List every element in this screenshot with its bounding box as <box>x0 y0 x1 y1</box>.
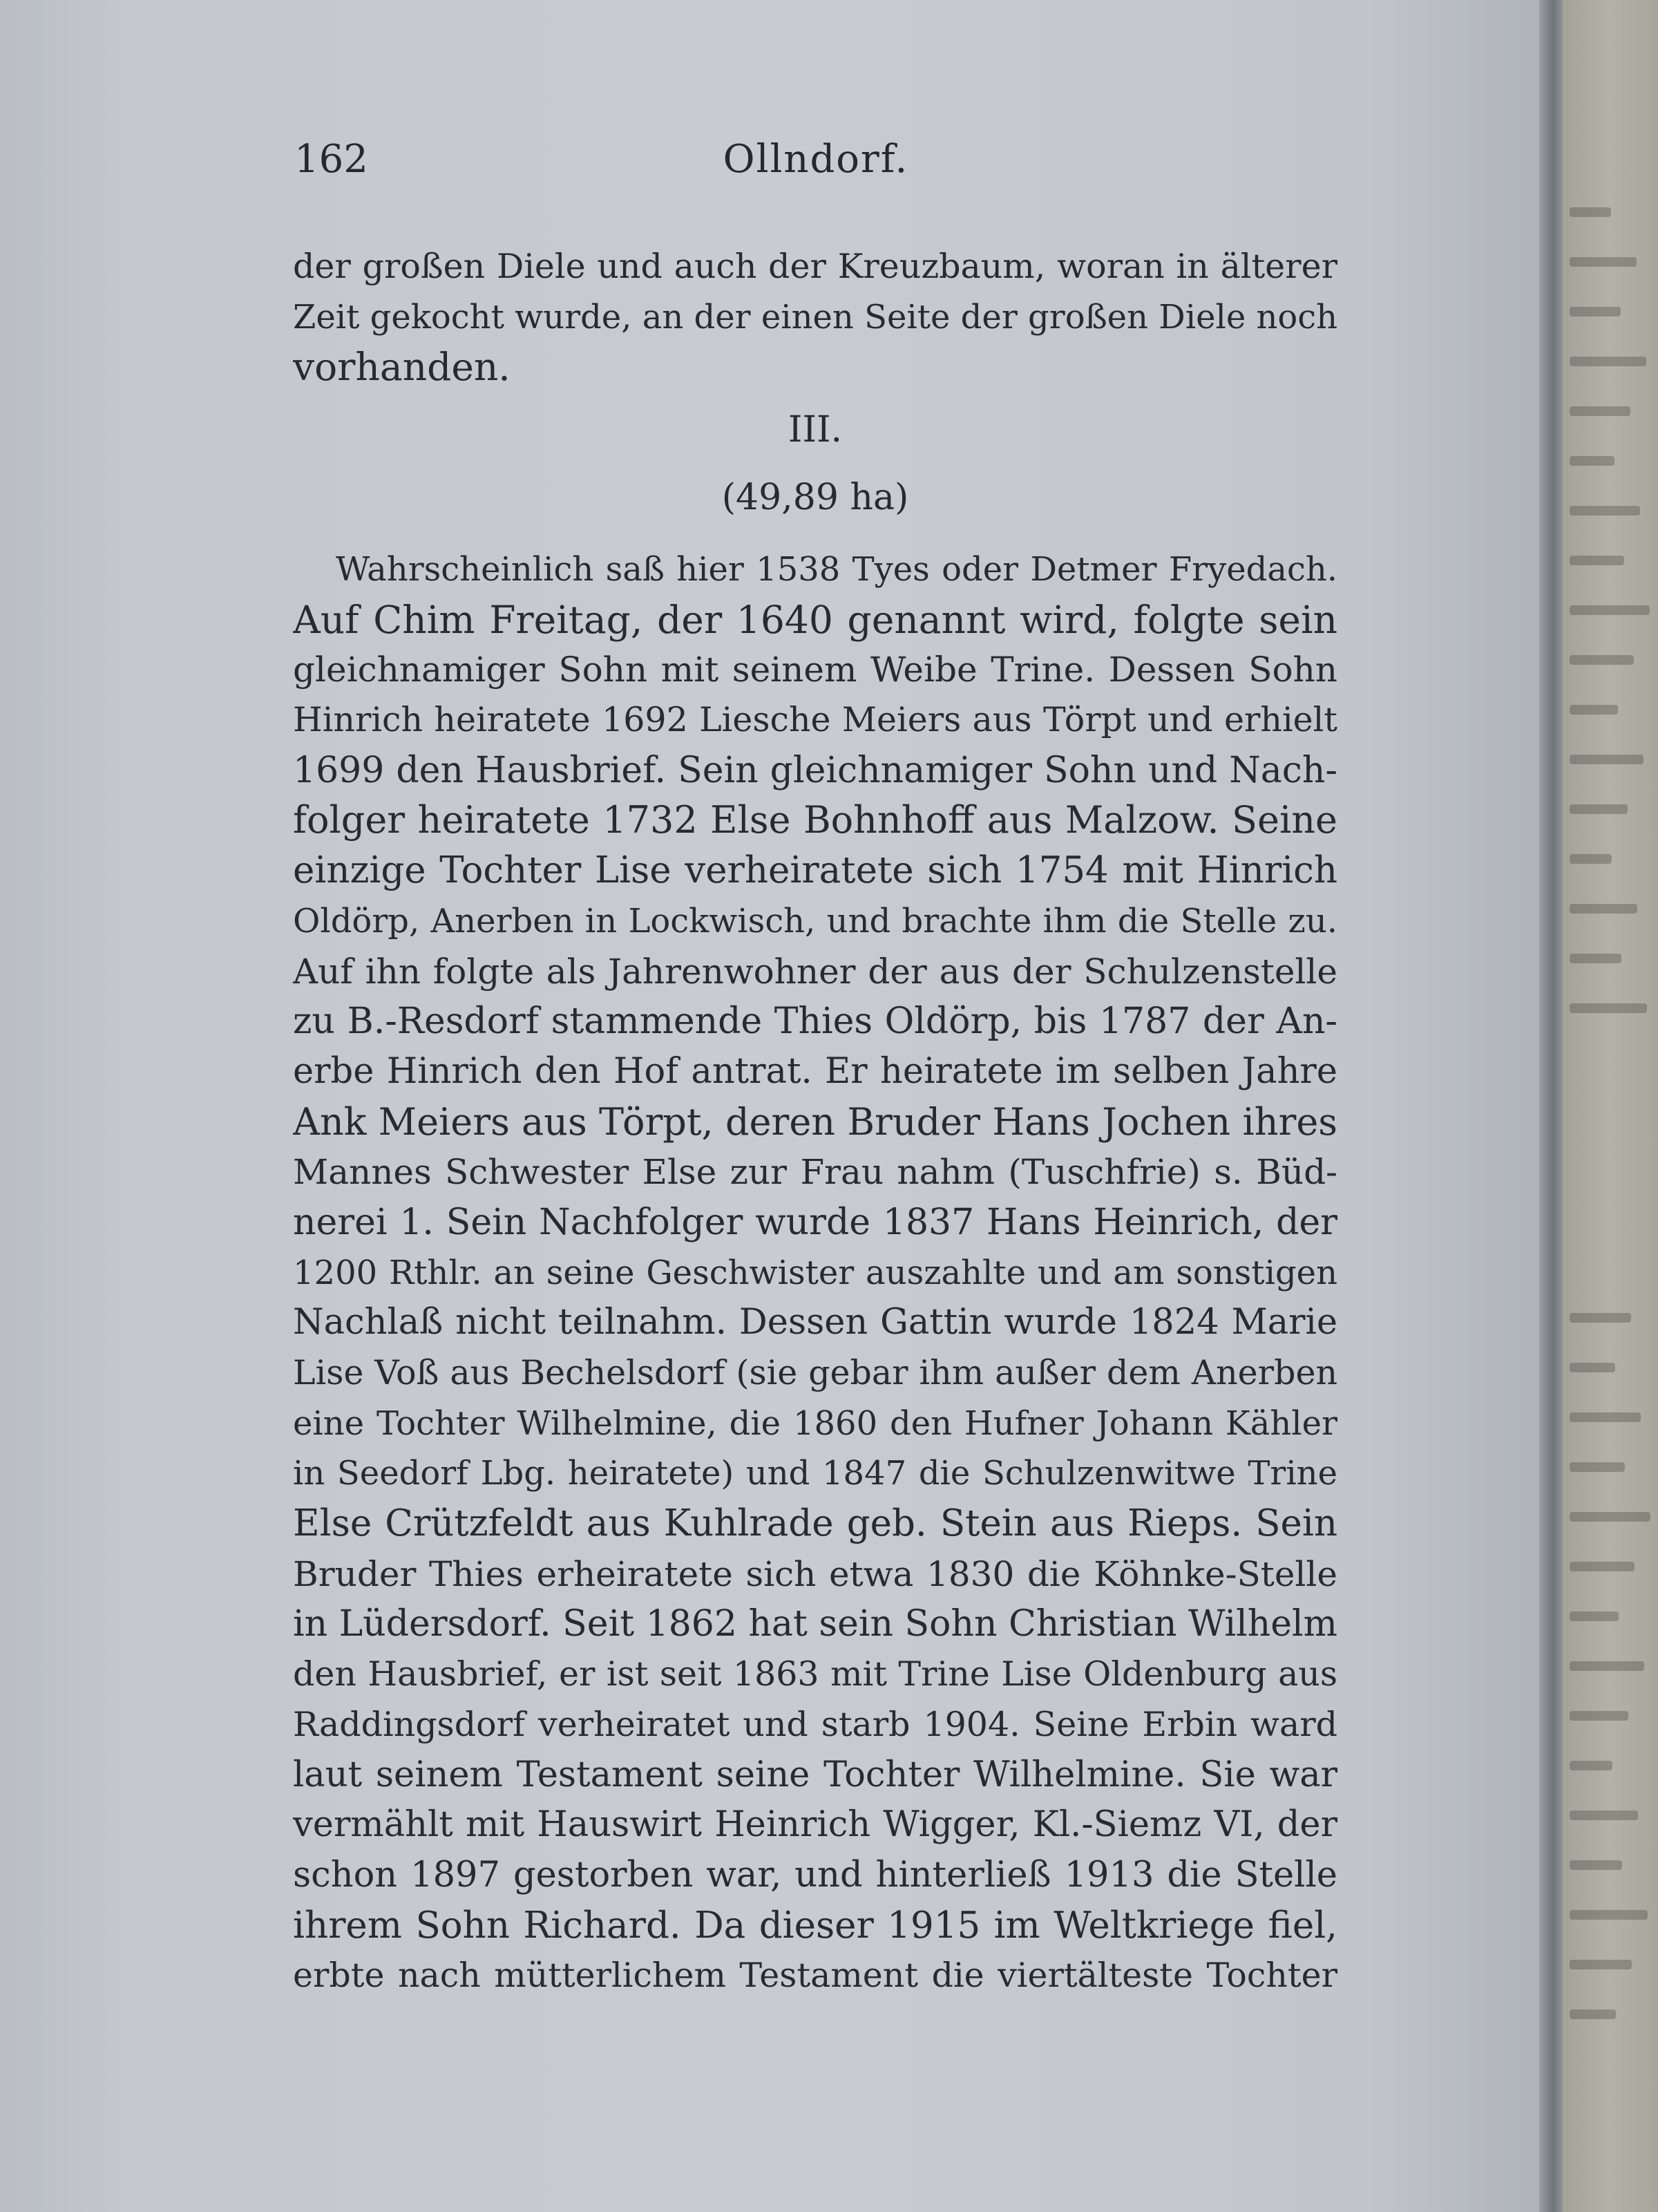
text-line: den Hausbrief, er ist seit 1863 mit Trine Lise Oldenburg aus <box>293 1654 1337 1694</box>
text-line: schon 1897 gestorben war, und hinterließ 1913 die Stelle <box>293 1854 1337 1896</box>
bleed-through-mark <box>1570 1711 1628 1721</box>
bleed-through-mark <box>1570 406 1630 416</box>
text-line: Auf ihn folgte als Jahrenwohner der aus der Schulzenstelle <box>293 951 1337 992</box>
bleed-through-mark <box>1570 954 1621 963</box>
bleed-through-mark <box>1570 804 1628 814</box>
text-line: erbte nach mütterlichem Testament die viertälteste Tochter <box>293 1956 1337 1996</box>
bleed-through-mark <box>1570 1003 1647 1013</box>
bleed-through-mark <box>1570 307 1621 316</box>
text-line: einzige Tochter Lise verheiratete sich 1754 mit Hinrich <box>293 849 1337 892</box>
text-line: Else Crützfeldt aus Kuhlrade geb. Stein aus Rieps. Sein <box>293 1502 1337 1545</box>
bleed-through-mark <box>1570 556 1624 565</box>
bleed-through-mark <box>1570 854 1612 864</box>
text-line: zu B.-Resdorf stammende Thies Oldörp, bis 1787 der An- <box>293 1001 1337 1043</box>
page-header <box>294 137 1337 185</box>
text-line: ihrem Sohn Richard. Da dieser 1915 im Weltkriege fiel, <box>293 1904 1337 1947</box>
text-line: Auf Chim Freitag, der 1640 genannt wird, folgte sein <box>293 597 1337 642</box>
text-line: Lise Voß aus Bechelsdorf (sie gebar ihm außer dem Anerben <box>293 1353 1337 1392</box>
running-head: Ollndorf. <box>723 137 909 182</box>
bleed-through-mark <box>1570 755 1643 764</box>
bleed-through-mark <box>1570 1761 1612 1770</box>
text-line: Nachlaß nicht teilnahm. Dessen Gattin wurde 1824 Marie <box>293 1302 1337 1343</box>
bleed-through-mark <box>1570 357 1646 366</box>
section-area: (49,89 ha) <box>721 477 909 518</box>
bleed-through-mark <box>1570 506 1640 516</box>
page-number: 162 <box>294 137 368 182</box>
page-gutter-shadow <box>1539 0 1563 2212</box>
text-line: in Lüdersdorf. Seit 1862 hat sein Sohn Christian Wilhelm <box>293 1603 1337 1645</box>
bleed-through-mark <box>1570 655 1634 665</box>
text-line: Hinrich heiratete 1692 Liesche Meiers aus Törpt und erhielt <box>293 700 1337 740</box>
bleed-through-mark <box>1570 1960 1632 1969</box>
text-line: vorhanden. <box>293 345 511 390</box>
bleed-through-mark <box>1570 1910 1648 1920</box>
bleed-through-mark <box>1570 257 1637 267</box>
bleed-through-mark <box>1570 1313 1631 1323</box>
bleed-through-mark <box>1570 605 1650 615</box>
text-line: vermählt mit Hauswirt Heinrich Wigger, Kl.-Siemz VI, der <box>293 1804 1337 1846</box>
text-line: Raddingsdorf verheiratet und starb 1904. Seine Erbin ward <box>293 1704 1337 1744</box>
text-line: Bruder Thies erheiratete sich etwa 1830 die Köhnke-Stelle <box>293 1553 1337 1594</box>
text-line: der großen Diele und auch der Kreuzbaum, woran in älterer <box>293 247 1337 286</box>
bleed-through-mark <box>1570 1611 1619 1621</box>
text-line: erbe Hinrich den Hof antrat. Er heiratete im selben Jahre <box>293 1050 1337 1092</box>
bleed-through-mark <box>1570 2010 1616 2019</box>
text-line: eine Tochter Wilhelmine, die 1860 den Hufner Johann Kähler <box>293 1403 1337 1443</box>
bleed-through-mark <box>1570 1661 1644 1671</box>
body-paragraph <box>293 545 1337 2001</box>
text-line: Wahrscheinlich saß hier 1538 Tyes oder Detmer Fryedach. <box>336 550 1337 589</box>
text-line: 1200 Rthlr. an seine Geschwister auszahlte und am sonstigen <box>293 1253 1337 1292</box>
bleed-through-mark <box>1570 456 1614 466</box>
section-numeral: III. <box>788 409 843 451</box>
bleed-through-mark <box>1570 1811 1638 1820</box>
text-line: Ank Meiers aus Törpt, deren Bruder Hans Jochen ihres <box>293 1099 1337 1144</box>
text-line: Mannes Schwester Else zur Frau nahm (Tuschfrie) s. Büd- <box>293 1152 1337 1193</box>
bleed-through-mark <box>1570 705 1618 715</box>
text-line: folger heiratete 1732 Else Bohnhoff aus Malzow. Seine <box>293 798 1337 842</box>
bleed-through-mark <box>1570 1363 1615 1372</box>
bleed-through-mark <box>1570 1512 1650 1522</box>
text-line: nerei 1. Sein Nachfolger wurde 1837 Hans Heinrich, der <box>293 1201 1337 1243</box>
bleed-through-mark <box>1570 1462 1625 1472</box>
text-line: Oldörp, Anerben in Lockwisch, und brachte ihm die Stelle zu. <box>293 901 1337 940</box>
intro-paragraph <box>293 242 1337 393</box>
text-line: Zeit gekocht wurde, an der einen Seite der großen Diele noch <box>293 297 1337 337</box>
bleed-through-mark <box>1570 1412 1641 1422</box>
text-line: in Seedorf Lbg. heiratete) und 1847 die Schulzenwitwe Trine <box>293 1454 1337 1493</box>
text-line: 1699 den Hausbrief. Sein gleichnamiger Sohn und Nach- <box>293 749 1337 791</box>
bleed-through-mark <box>1570 1860 1622 1870</box>
adjacent-page-edge <box>1563 0 1658 2212</box>
text-line: gleichnamiger Sohn mit seinem Weibe Trine. Dessen Sohn <box>293 650 1337 690</box>
bleed-through-mark <box>1570 1562 1635 1571</box>
text-line: laut seinem Testament seine Tochter Wilhelmine. Sie war <box>293 1754 1337 1795</box>
bleed-through-mark <box>1570 207 1611 217</box>
bleed-through-mark <box>1570 904 1637 914</box>
